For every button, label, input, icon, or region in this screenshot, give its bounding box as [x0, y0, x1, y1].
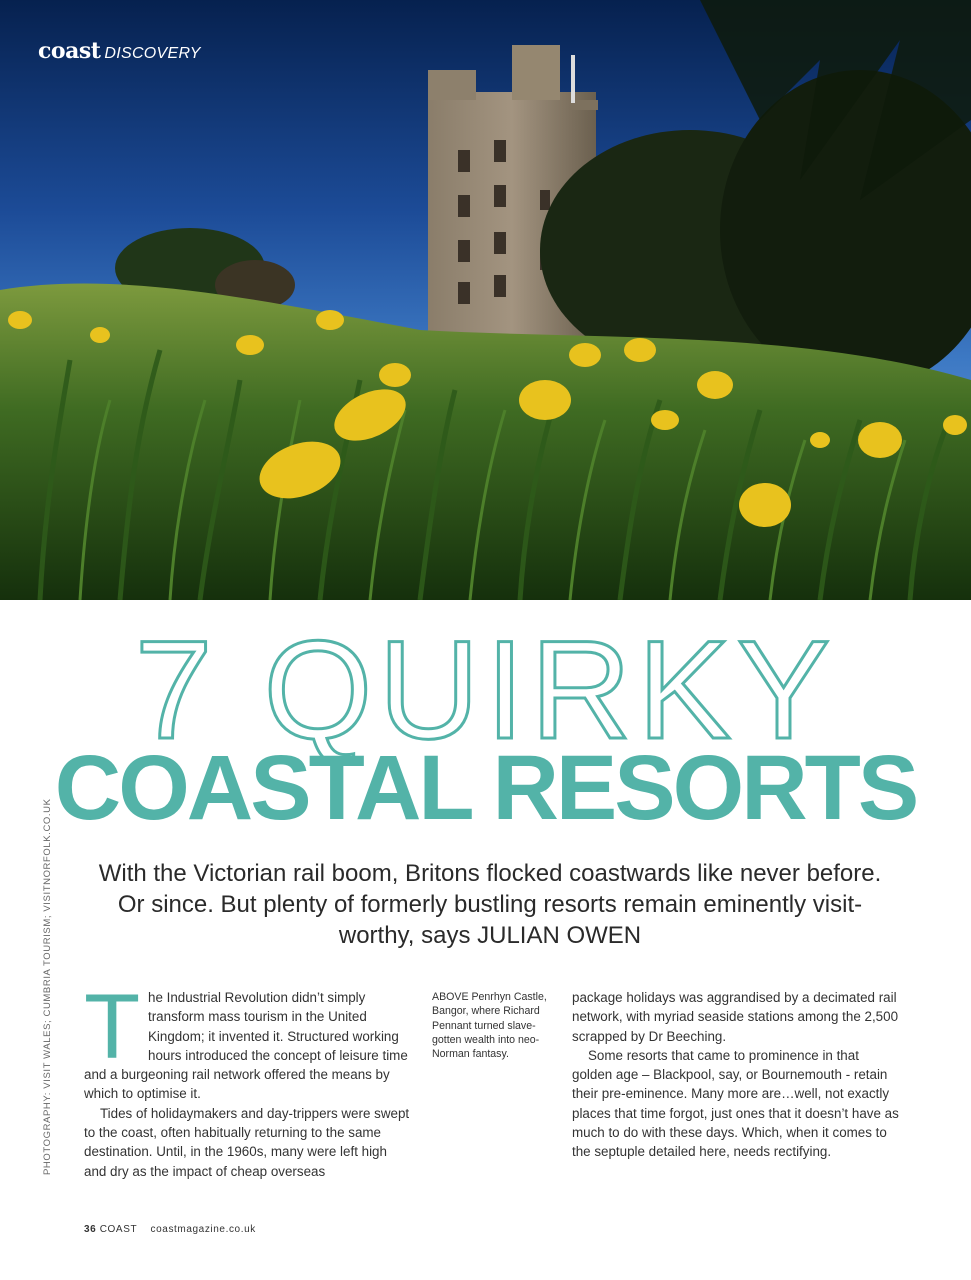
body-paragraph: Some resorts that came to prominence in that golden age – Blackpool, say, or Bournemouth - retain their pre-eminence. Many more are…well, not exactly places that time forgot, just ones that it doesn’t have as much to do with these days. Which, when it comes to the septuple detailed here, needs rectifying. [572, 1047, 899, 1160]
body-paragraph: package holidays was aggrandised by a decimated rail network, with myriad seaside stations among the 2,500 scrapped by Dr Beeching. [572, 990, 899, 1044]
page-number: 36 [84, 1224, 97, 1235]
masthead-brand: coast [38, 38, 101, 64]
photo-caption: ABOVE Penrhyn Castle, Bangor, where Richard Pennant turned slave-gotten wealth into neo-Norman fantasy. [432, 991, 547, 1061]
castle-daffodils-illustration [0, 0, 971, 600]
drop-cap: T [84, 976, 141, 1078]
headline-outline: 7 QUIRKY [134, 611, 837, 768]
body-column-left [84, 976, 410, 1181]
body-paragraph: he Industrial Revolution didn’t simply transform mass tourism in the United Kingdom; it invented it. Structured working hours introduced the concept of leisure time and a burgeoning rail network offered the means by which to optimise it. [84, 990, 408, 1102]
page-footer [84, 1224, 256, 1235]
photo-credit: PHOTOGRAPHY: VISIT WALES; CUMBRIA TOURISM; VISITNORFOLK.CO.UK [42, 798, 53, 1175]
body-column-right [572, 988, 902, 1162]
footer-website: coastmagazine.co.uk [150, 1224, 256, 1235]
footer-magazine: COAST [99, 1224, 137, 1235]
headline-solid: COASTAL RESORTS [54, 737, 917, 839]
masthead-section: DISCOVERY [104, 45, 201, 62]
hero-photo [0, 0, 971, 600]
body-paragraph: Tides of holidaymakers and day-trippers were swept to the coast, often habitually returning to the same destination. Until, in the 1960s, many were left high and dry as the impact of cheap overseas [84, 1105, 410, 1179]
standfirst: With the Victorian rail boom, Britons flocked coastwards like never before. Or since. But plenty of formerly bustling resorts remain eminently visit-worthy, says JULIAN OWEN [98, 860, 882, 949]
masthead [38, 38, 201, 64]
